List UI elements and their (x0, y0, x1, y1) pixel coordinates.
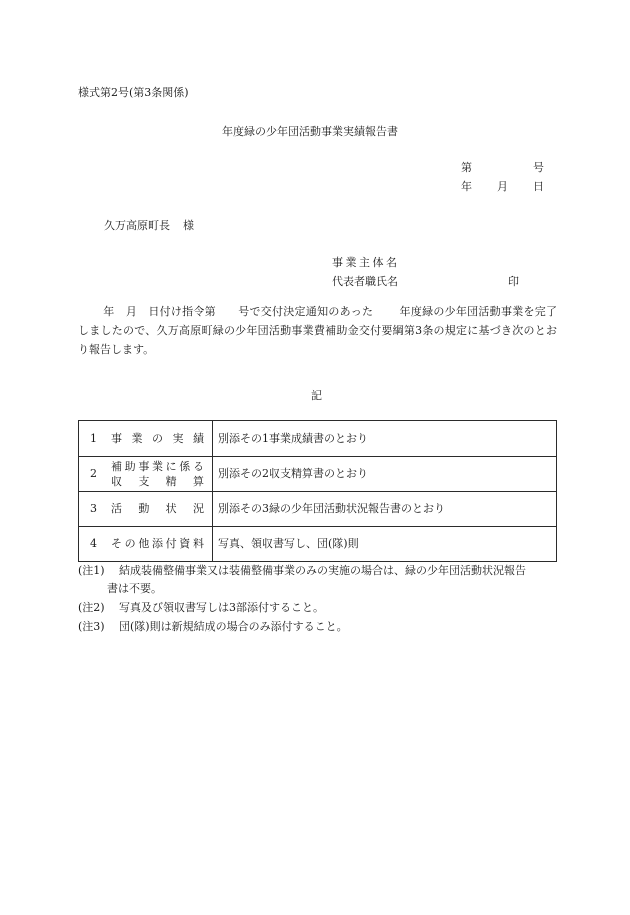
addressee-name: 久万高原町長 (104, 219, 170, 232)
row-value: 写真、領収書写し、団(隊)則 (213, 527, 557, 562)
row-number: 4 (90, 537, 97, 550)
body-seg2: 号で交付決定通知のあった (237, 305, 374, 318)
row-value: 別添その3緑の少年団活動状況報告書のとおり (213, 492, 557, 527)
row-label-cell (79, 527, 213, 562)
row-value: 別添その1事業成績書のとおり (213, 421, 557, 457)
note-continuation: 書は不要。 (107, 582, 162, 595)
body-seg3: 年度緑の少年団活動事業を完了しましたので、久万高原町緑の少年団活動事業費補助金交付要綱第3条の規定に基づき次のとおり報告します。 (78, 305, 558, 356)
note-tag: (注3) (78, 620, 105, 633)
note-text: 団(隊)則は新規結成の場合のみ添付すること。 (119, 620, 348, 633)
seal-mark: 印 (508, 275, 519, 288)
form-label: 様式第2号(第3条関係) (78, 86, 189, 99)
note-text: 結成装備整備事業又は装備整備事業のみの実施の場合は、緑の少年団活動状況報告 (119, 564, 526, 577)
date-year: 年 (461, 180, 472, 193)
row-number: 2 (90, 467, 97, 480)
table-row (79, 492, 557, 527)
date-day: 日 (533, 180, 544, 193)
row-label-line2: 収 支 精 算 (111, 475, 204, 488)
table-row (79, 421, 557, 457)
row-label: 活 動 状 況 (111, 502, 204, 515)
note-tag: (注2) (78, 601, 105, 614)
row-label-line1: 補 助 事 業 に 係 る (111, 460, 204, 473)
note-tag: (注1) (78, 564, 105, 577)
row-label: そ の 他 添 付 資 料 (111, 537, 204, 550)
row-label-cell (79, 457, 213, 492)
representative-label: 代表者職氏名 (332, 275, 398, 288)
report-body (78, 302, 557, 359)
row-number: 1 (90, 432, 97, 445)
table-row (79, 527, 557, 562)
body-seg1: 年 月 日付け指令第 (103, 305, 216, 318)
document-title: 年度緑の少年団活動事業実績報告書 (222, 125, 398, 138)
row-label: 事 業 の 実 績 (111, 432, 204, 445)
table-row (79, 457, 557, 492)
row-number: 3 (90, 502, 97, 515)
row-label-cell (79, 492, 213, 527)
items-table (78, 420, 557, 562)
doc-number-suffix: 号 (533, 161, 544, 174)
note-2 (78, 599, 560, 617)
addressee-honorific: 様 (183, 219, 194, 232)
ki-heading: 記 (311, 389, 322, 402)
doc-number-prefix: 第 (461, 161, 472, 174)
row-label-cell (79, 421, 213, 457)
entity-name-label: 事業主体名 (332, 256, 400, 269)
note-3 (78, 618, 560, 636)
row-value: 別添その2収支精算書のとおり (213, 457, 557, 492)
note-text: 写真及び領収書写しは3部添付すること。 (119, 601, 324, 614)
date-month: 月 (497, 180, 508, 193)
note-1 (78, 562, 560, 598)
